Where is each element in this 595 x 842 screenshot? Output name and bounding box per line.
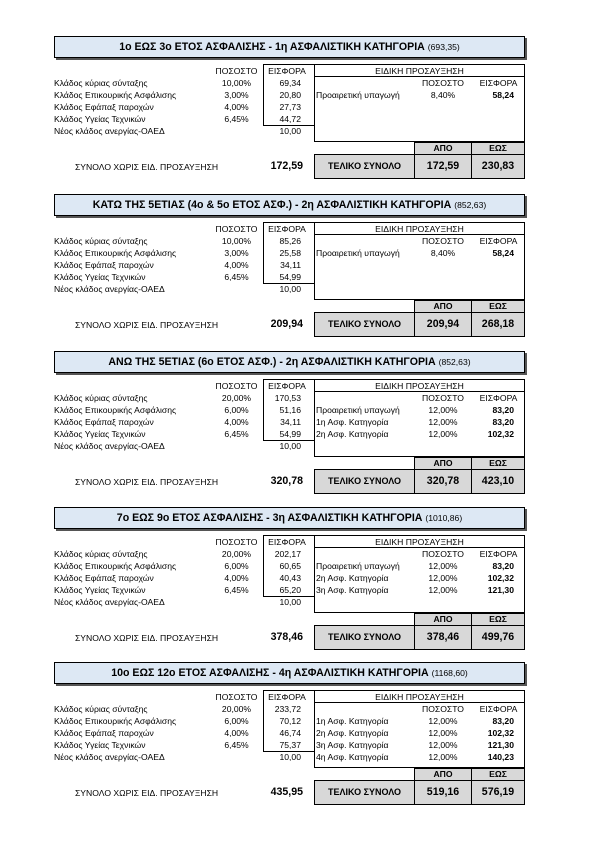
subtotal-label: ΣΥΝΟΛΟ ΧΩΡΙΣ ΕΙΔ. ΠΡΟΣΑΥΞΗΣΗ xyxy=(75,162,219,172)
section-header xyxy=(54,351,525,373)
special-contribution: 83,20 xyxy=(492,561,514,571)
branch-contribution: 54,99 xyxy=(279,272,301,282)
branch-percent: 10,00% xyxy=(221,78,252,88)
branch-label: Κλάδος Υγείας Τεχνικών xyxy=(54,114,146,124)
section-title: 7ο ΕΩΣ 9ο ΕΤΟΣ ΑΣΦΑΛΙΣΗΣ - 3η ΑΣΦΑΛΙΣΤΙΚΗ ΚΑΤΗΓΟΡΙΑ xyxy=(116,512,423,524)
branch-percent: 20,00% xyxy=(221,393,252,403)
branch-label: Νέος κλάδος ανεργίας-ΟΑΕΔ xyxy=(54,597,165,607)
branch-percent: 6,45% xyxy=(224,585,249,595)
from-header: ΑΠΟ xyxy=(414,613,472,626)
from-header: ΑΠΟ xyxy=(414,768,472,781)
branch-contribution: 54,99 xyxy=(279,429,301,439)
branch-label: Κλάδος κύριας σύνταξης xyxy=(54,549,148,559)
special-percent: 12,00% xyxy=(428,573,458,583)
final-total-label: ΤΕΛΙΚΟ ΣΥΝΟΛΟ xyxy=(314,154,415,179)
branch-contribution: 44,72 xyxy=(279,114,301,124)
branch-contribution: 20,80 xyxy=(279,90,301,100)
branch-label: Κλάδος κύριας σύνταξης xyxy=(54,78,148,88)
special-surcharge-title: ΕΙΔΙΚΗ ΠΡΟΣΑΥΞΗΣΗ xyxy=(375,381,464,391)
branch-label: Κλάδος Εφάπαξ παροχών xyxy=(54,417,154,427)
branch-percent: 4,00% xyxy=(224,102,249,112)
branch-label: Κλάδος κύριας σύνταξης xyxy=(54,236,148,246)
subtotal-value: 435,95 xyxy=(270,786,303,798)
subtotal-value: 378,46 xyxy=(270,631,303,643)
special-contribution-header: ΕΙΣΦΟΡΑ xyxy=(479,549,518,559)
branch-contribution: 170,53 xyxy=(274,393,301,403)
special-surcharge-title: ΕΙΔΙΚΗ ΠΡΟΣΑΥΞΗΣΗ xyxy=(375,66,464,76)
special-contribution: 121,30 xyxy=(487,585,514,595)
final-total-from: 519,16 xyxy=(414,780,472,805)
section-base-amount: (1010,86) xyxy=(425,513,463,523)
branch-contribution: 34,11 xyxy=(280,260,301,270)
branch-label: Κλάδος Εφάπαξ παροχών xyxy=(54,260,154,270)
divider xyxy=(314,547,525,548)
final-total-to: 423,10 xyxy=(471,469,525,494)
branch-label: Κλάδος Εφάπαξ παροχών xyxy=(54,102,154,112)
special-percent: 8,40% xyxy=(430,248,456,258)
special-contribution-header: ΕΙΣΦΟΡΑ xyxy=(479,704,518,714)
branch-percent: 3,00% xyxy=(224,90,249,100)
special-contribution: 140,23 xyxy=(487,752,514,762)
branch-label: Νέος κλάδος ανεργίας-ΟΑΕΔ xyxy=(54,441,165,451)
special-contribution: 83,20 xyxy=(492,716,514,726)
special-label: 2η Ασφ. Κατηγορία xyxy=(316,728,389,738)
branch-contribution: 10,00 xyxy=(279,126,301,136)
contribution-header: ΕΙΣΦΟΡΑ xyxy=(268,66,306,76)
special-surcharge-title: ΕΙΔΙΚΗ ΠΡΟΣΑΥΞΗΣΗ xyxy=(375,224,464,234)
branch-contribution: 70,12 xyxy=(279,716,301,726)
final-total-to: 499,76 xyxy=(471,625,525,650)
section-title: 10ο ΕΩΣ 12ο ΕΤΟΣ ΑΣΦΑΛΙΣΗΣ - 4η ΑΣΦΑΛΙΣΤΙΚΗ ΚΑΤΗΓΟΡΙΑ xyxy=(111,667,429,679)
special-label: 1η Ασφ. Κατηγορία xyxy=(316,417,389,427)
special-label: Προαιρετική υπαγωγή xyxy=(316,405,400,415)
special-percent: 12,00% xyxy=(428,752,458,762)
special-percent-header: ΠΟΣΟΣΤΟ xyxy=(422,549,464,559)
branch-label: Κλάδος Εφάπαξ παροχών xyxy=(54,573,154,583)
branch-percent: 6,45% xyxy=(224,272,249,282)
final-total-label: ΤΕΛΙΚΟ ΣΥΝΟΛΟ xyxy=(314,780,415,805)
branch-contribution: 10,00 xyxy=(279,597,301,607)
branch-contribution: 25,58 xyxy=(279,248,301,258)
branch-contribution: 51,16 xyxy=(279,405,301,415)
special-label: Προαιρετική υπαγωγή xyxy=(316,248,400,258)
branch-contribution: 75,37 xyxy=(279,740,301,750)
branch-percent: 4,00% xyxy=(224,728,249,738)
final-total-label: ΤΕΛΙΚΟ ΣΥΝΟΛΟ xyxy=(314,625,415,650)
branch-percent: 6,45% xyxy=(224,740,249,750)
section-base-amount: (693,35) xyxy=(427,42,460,52)
subtotal-label: ΣΥΝΟΛΟ ΧΩΡΙΣ ΕΙΔ. ΠΡΟΣΑΥΞΗΣΗ xyxy=(75,633,219,643)
branch-label: Κλάδος Υγείας Τεχνικών xyxy=(54,585,146,595)
special-contribution: 102,32 xyxy=(487,429,514,439)
special-contribution: 102,32 xyxy=(487,728,514,738)
final-total-to: 268,18 xyxy=(471,312,525,337)
special-percent: 12,00% xyxy=(428,561,458,571)
special-contribution-header: ΕΙΣΦΟΡΑ xyxy=(479,393,518,403)
percent-header: ΠΟΣΟΣΤΟ xyxy=(215,537,258,547)
from-header: ΑΠΟ xyxy=(414,142,472,155)
percent-header: ΠΟΣΟΣΤΟ xyxy=(215,381,258,391)
branch-percent: 6,00% xyxy=(224,561,249,571)
branch-label: Κλάδος Υγείας Τεχνικών xyxy=(54,272,146,282)
branch-percent: 20,00% xyxy=(221,704,252,714)
branch-contribution: 69,34 xyxy=(279,78,301,88)
branch-contribution: 27,73 xyxy=(279,102,301,112)
branch-percent: 3,00% xyxy=(224,248,249,258)
branch-label: Κλάδος κύριας σύνταξης xyxy=(54,704,148,714)
branch-label: Κλάδος Επικουρικής Ασφάλισης xyxy=(54,716,177,726)
special-label: 3η Ασφ. Κατηγορία xyxy=(316,740,389,750)
special-label: Προαιρετική υπαγωγή xyxy=(316,561,400,571)
branch-contribution: 60,65 xyxy=(279,561,301,571)
branch-label: Νέος κλάδος ανεργίας-ΟΑΕΔ xyxy=(54,752,165,762)
branch-percent: 4,00% xyxy=(224,417,249,427)
special-contribution-header: ΕΙΣΦΟΡΑ xyxy=(479,236,518,246)
special-label: 2η Ασφ. Κατηγορία xyxy=(316,573,389,583)
divider xyxy=(314,702,525,703)
subtotal-label: ΣΥΝΟΛΟ ΧΩΡΙΣ ΕΙΔ. ΠΡΟΣΑΥΞΗΣΗ xyxy=(75,320,219,330)
special-percent: 8,40% xyxy=(430,90,456,100)
final-total-from: 378,46 xyxy=(414,625,472,650)
to-header: ΕΩΣ xyxy=(471,768,525,781)
section-header xyxy=(54,662,525,684)
special-percent-header: ΠΟΣΟΣΤΟ xyxy=(422,78,464,88)
branch-contribution: 85,26 xyxy=(279,236,301,246)
branch-label: Κλάδος Υγείας Τεχνικών xyxy=(54,429,146,439)
to-header: ΕΩΣ xyxy=(471,300,525,313)
branch-percent: 20,00% xyxy=(221,549,252,559)
branch-label: Κλάδος Επικουρικής Ασφάλισης xyxy=(54,90,177,100)
final-total-label: ΤΕΛΙΚΟ ΣΥΝΟΛΟ xyxy=(314,469,415,494)
section-title: ΑΝΩ ΤΗΣ 5ΕΤΙΑΣ (6ο ΕΤΟΣ ΑΣΦ.) - 2η ΑΣΦΑΛΙΣΤΙΚΗ ΚΑΤΗΓΟΡΙΑ xyxy=(108,356,436,368)
final-total-to: 230,83 xyxy=(471,154,525,179)
special-percent-header: ΠΟΣΟΣΤΟ xyxy=(422,704,464,714)
branch-percent: 6,00% xyxy=(224,405,249,415)
special-contribution-header: ΕΙΣΦΟΡΑ xyxy=(479,78,518,88)
percent-header: ΠΟΣΟΣΤΟ xyxy=(215,224,258,234)
special-label: 3η Ασφ. Κατηγορία xyxy=(316,585,389,595)
final-total-from: 209,94 xyxy=(414,312,472,337)
branch-percent: 4,00% xyxy=(224,260,249,270)
branch-contribution: 34,11 xyxy=(280,417,301,427)
section-base-amount: (1168,60) xyxy=(431,668,468,678)
special-label: 1η Ασφ. Κατηγορία xyxy=(316,716,389,726)
section-header xyxy=(54,507,525,529)
subtotal-value: 320,78 xyxy=(270,475,303,487)
special-contribution: 121,30 xyxy=(487,740,514,750)
special-contribution: 58,24 xyxy=(492,248,514,258)
branch-contribution: 233,72 xyxy=(274,704,301,714)
special-percent-header: ΠΟΣΟΣΤΟ xyxy=(422,393,464,403)
branch-contribution: 202,17 xyxy=(274,549,301,559)
final-total-from: 172,59 xyxy=(414,154,472,179)
special-surcharge-title: ΕΙΔΙΚΗ ΠΡΟΣΑΥΞΗΣΗ xyxy=(375,692,464,702)
branch-percent: 10,00% xyxy=(221,236,252,246)
branch-label: Κλάδος κύριας σύνταξης xyxy=(54,393,148,403)
divider xyxy=(314,391,525,392)
branch-contribution: 46,74 xyxy=(279,728,301,738)
branch-label: Νέος κλάδος ανεργίας-ΟΑΕΔ xyxy=(54,284,165,294)
special-percent: 12,00% xyxy=(428,728,458,738)
section-title: ΚΑΤΩ ΤΗΣ 5ΕΤΙΑΣ (4ο & 5ο ΕΤΟΣ ΑΣΦ.) - 2η ΑΣΦΑΛΙΣΤΙΚΗ ΚΑΤΗΓΟΡΙΑ xyxy=(92,199,452,211)
special-contribution: 102,32 xyxy=(487,573,514,583)
contribution-header: ΕΙΣΦΟΡΑ xyxy=(268,224,306,234)
branch-contribution: 10,00 xyxy=(279,441,301,451)
branch-percent: 6,00% xyxy=(224,716,249,726)
to-header: ΕΩΣ xyxy=(471,142,525,155)
section-title: 1ο ΕΩΣ 3ο ΕΤΟΣ ΑΣΦΑΛΙΣΗΣ - 1η ΑΣΦΑΛΙΣΤΙΚΗ ΚΑΤΗΓΟΡΙΑ xyxy=(119,41,425,53)
subtotal-value: 172,59 xyxy=(270,160,303,172)
to-header: ΕΩΣ xyxy=(471,457,525,470)
from-header: ΑΠΟ xyxy=(414,300,472,313)
section-header xyxy=(54,36,525,58)
final-total-to: 576,19 xyxy=(471,780,525,805)
branch-percent: 6,45% xyxy=(224,429,249,439)
subtotal-label: ΣΥΝΟΛΟ ΧΩΡΙΣ ΕΙΔ. ΠΡΟΣΑΥΞΗΣΗ xyxy=(75,477,219,487)
percent-header: ΠΟΣΟΣΤΟ xyxy=(215,692,258,702)
section-base-amount: (852,63) xyxy=(454,200,487,210)
subtotal-label: ΣΥΝΟΛΟ ΧΩΡΙΣ ΕΙΔ. ΠΡΟΣΑΥΞΗΣΗ xyxy=(75,788,219,798)
final-total-label: ΤΕΛΙΚΟ ΣΥΝΟΛΟ xyxy=(314,312,415,337)
from-header: ΑΠΟ xyxy=(414,457,472,470)
branch-percent: 4,00% xyxy=(224,573,249,583)
special-percent: 12,00% xyxy=(428,716,458,726)
branch-label: Κλάδος Υγείας Τεχνικών xyxy=(54,740,146,750)
divider xyxy=(314,234,525,235)
branch-percent: 6,45% xyxy=(224,114,249,124)
special-surcharge-title: ΕΙΔΙΚΗ ΠΡΟΣΑΥΞΗΣΗ xyxy=(375,537,464,547)
subtotal-value: 209,94 xyxy=(270,318,303,330)
special-percent-header: ΠΟΣΟΣΤΟ xyxy=(422,236,464,246)
special-percent: 12,00% xyxy=(428,429,458,439)
special-percent: 12,00% xyxy=(428,405,458,415)
percent-header: ΠΟΣΟΣΤΟ xyxy=(215,66,258,76)
special-contribution: 58,24 xyxy=(492,90,514,100)
special-label: 2η Ασφ. Κατηγορία xyxy=(316,429,389,439)
section-base-amount: (852,63) xyxy=(438,357,471,367)
branch-contribution: 40,43 xyxy=(279,573,301,583)
contribution-header: ΕΙΣΦΟΡΑ xyxy=(268,381,306,391)
branch-label: Κλάδος Εφάπαξ παροχών xyxy=(54,728,154,738)
branch-contribution: 65,20 xyxy=(279,585,301,595)
special-label: Προαιρετική υπαγωγή xyxy=(316,90,400,100)
special-percent: 12,00% xyxy=(428,417,458,427)
branch-label: Κλάδος Επικουρικής Ασφάλισης xyxy=(54,248,177,258)
contribution-header: ΕΙΣΦΟΡΑ xyxy=(268,692,306,702)
branch-label: Κλάδος Επικουρικής Ασφάλισης xyxy=(54,405,177,415)
special-percent: 12,00% xyxy=(428,585,458,595)
branch-label: Κλάδος Επικουρικής Ασφάλισης xyxy=(54,561,177,571)
special-percent: 12,00% xyxy=(428,740,458,750)
section-header xyxy=(54,194,525,216)
special-label: 4η Ασφ. Κατηγορία xyxy=(316,752,389,762)
special-contribution: 83,20 xyxy=(492,417,514,427)
divider xyxy=(314,76,525,77)
to-header: ΕΩΣ xyxy=(471,613,525,626)
branch-label: Νέος κλάδος ανεργίας-ΟΑΕΔ xyxy=(54,126,165,136)
branch-contribution: 10,00 xyxy=(279,752,301,762)
final-total-from: 320,78 xyxy=(414,469,472,494)
branch-contribution: 10,00 xyxy=(279,284,301,294)
contribution-header: ΕΙΣΦΟΡΑ xyxy=(268,537,306,547)
special-contribution: 83,20 xyxy=(492,405,514,415)
